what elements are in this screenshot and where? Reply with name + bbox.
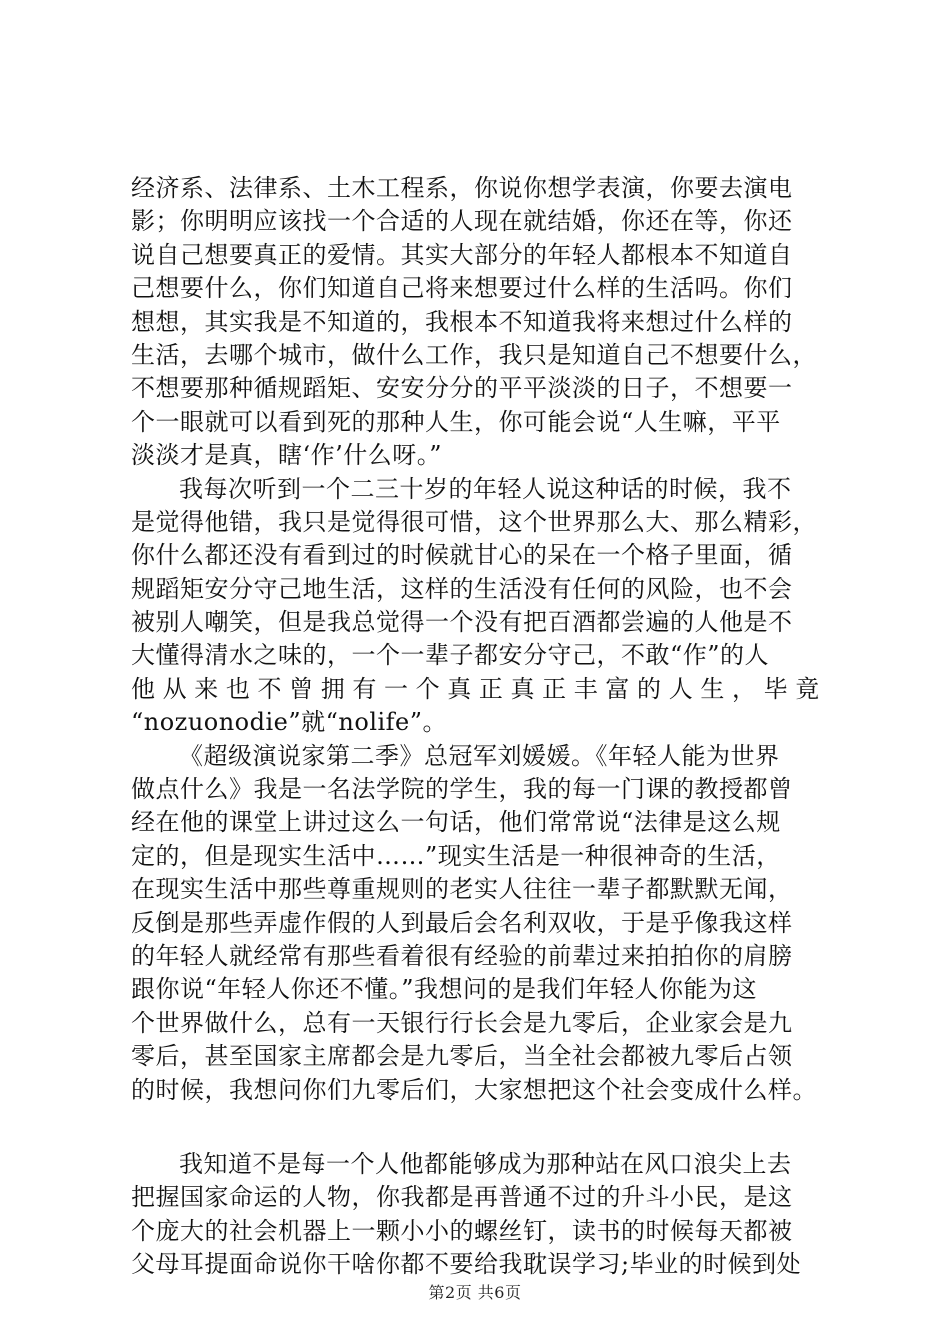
paragraph-gap <box>131 1107 849 1148</box>
paragraph-2-line-7: 他 从 来 也 不 曾 拥 有 一 个 真 正 真 正 丰 富 的 人 生 ， 毕 竟 <box>131 674 820 703</box>
paragraph-1-line-9: 淡淡才是真，瞎‘作’什么呀。” <box>131 441 443 470</box>
paragraph-2-line-6: 大懂得清水之味的，一个一辈子都安分守己，不敢“作”的人 <box>131 641 770 670</box>
paragraph-2-line-5: 被别人嘲笑，但是我总觉得一个没有把百酒都尝遍的人他是不 <box>131 608 793 637</box>
paragraph-3-line-8: 跟你说“年轻人你还不懂。”我想问的是我们年轻人你能为这 <box>131 975 758 1004</box>
paragraph-3-line-1: 《超级演说家第二季》总冠军刘媛媛。《年轻人能为世界 <box>179 741 780 770</box>
paragraph-3-line-7: 的年轻人就经常有那些看着很有经验的前辈过来拍拍你的肩膀 <box>131 941 793 970</box>
paragraph-3-line-2: 做点什么》我是一名法学院的学生，我的每一门课的教授都曾 <box>131 775 793 804</box>
paragraph-3-line-9: 个世界做什么，总有一天银行行长会是九零后，企业家会是九 <box>131 1008 793 1037</box>
paragraph-1-line-8: 个一眼就可以看到死的那种人生，你可能会说“人生嘛，平平 <box>131 407 781 436</box>
paragraph-4-line-2: 把握国家命运的人物，你我都是再普通不过的升斗小民，是这 <box>131 1183 793 1212</box>
paragraph-3-line-4: 定的，但是现实生活中……”现实生活是一种很神奇的生活， <box>131 841 781 870</box>
paragraph-4-line-4: 父母耳提面命说你干啥你都不要给我耽误学习;毕业的时候到处 <box>131 1250 802 1279</box>
paragraph-3-line-11: 的时候，我想问你们九零后们，大家想把这个社会变成什么样。 <box>131 1075 817 1104</box>
page-number-footer: 第2页 共6页 <box>428 1283 522 1302</box>
paragraph-1-line-7: 不想要那种循规蹈矩、安安分分的平平淡淡的日子，不想要一 <box>131 374 793 403</box>
paragraph-1-line-2: 影；你明明应该找一个合适的人现在就结婚，你还在等，你还 <box>131 207 793 236</box>
paragraph-2-line-8: “nozuonodie”就“nolife”。 <box>131 708 448 737</box>
paragraph-3-line-3: 经在他的课堂上讲过这么一句话，他们常常说“法律是这么规 <box>131 808 781 837</box>
paragraph-2-line-3: 你什么都还没有看到过的时候就甘心的呆在一个格子里面，循 <box>131 541 793 570</box>
paragraph-1-line-6: 生活，去哪个城市，做什么工作，我只是知道自己不想要什么， <box>131 340 817 369</box>
paragraph-2-line-4: 规蹈矩安分守己地生活，这样的生活没有任何的风险，也不会 <box>131 574 793 603</box>
paragraph-1-line-1: 经济系、法律系、土木工程系，你说你想学表演，你要去演电 <box>131 174 793 202</box>
paragraph-3-line-6: 反倒是那些弄虚作假的人到最后会名利双收，于是乎像我这样 <box>131 908 793 937</box>
paragraph-1-line-5: 想想，其实我是不知道的，我根本不知道我将来想过什么样的 <box>131 307 793 336</box>
paragraph-4-line-1: 我知道不是每一个人他都能够成为那种站在风口浪尖上去 <box>179 1149 792 1178</box>
paragraph-3-line-5: 在现实生活中那些尊重规则的老实人往往一辈子都默默无闻， <box>131 875 793 904</box>
paragraph-2-line-1: 我每次听到一个二三十岁的年轻人说这种话的时候，我不 <box>179 474 792 503</box>
paragraph-1-line-4: 己想要什么，你们知道自己将来想要过什么样的生活吗。你们 <box>131 274 793 303</box>
paragraph-3-line-10: 零后，甚至国家主席都会是九零后，当全社会都被九零后占领 <box>131 1042 793 1071</box>
paragraph-4-line-3: 个庞大的社会机器上一颗小小的螺丝钉，读书的时候每天都被 <box>131 1216 793 1245</box>
paragraph-2-line-2: 是觉得他错，我只是觉得很可惜，这个世界那么大、那么精彩， <box>131 507 817 536</box>
document-body <box>131 172 849 1282</box>
paragraph-1-line-3: 说自己想要真正的爱情。其实大部分的年轻人都根本不知道自 <box>131 240 793 269</box>
